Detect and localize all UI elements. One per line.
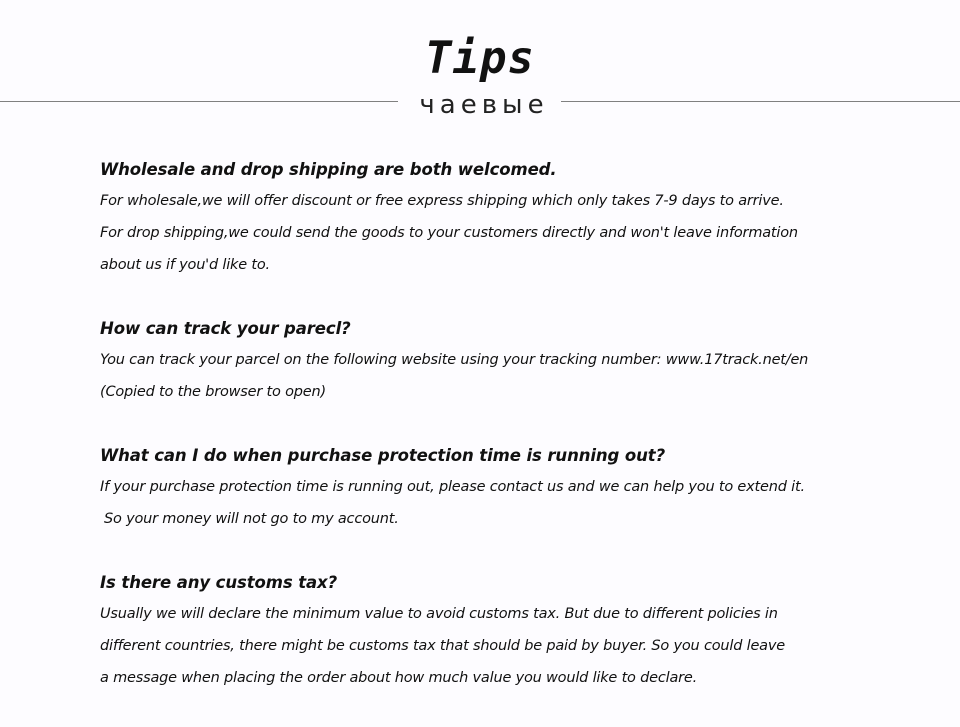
page-subtitle: чаевые <box>419 90 549 120</box>
faq-answer-line: For wholesale,we will offer discount or free express shipping which only takes 7-9 days to arrive. <box>100 193 784 209</box>
page-header <box>0 0 960 130</box>
faq-content <box>100 155 900 727</box>
faq-answer-line: Usually we will declare the minimum value to avoid customs tax. But due to different policies in <box>100 606 778 622</box>
faq-section-wholesale <box>100 155 900 281</box>
faq-answer-line: different countries, there might be customs tax that should be paid by buyer. So you could leave <box>100 638 785 654</box>
faq-answer-line: (Copied to the browser to open) <box>100 384 326 400</box>
page-title: Tips <box>425 33 535 84</box>
faq-answer-line: For drop shipping,we could send the goods to your customers directly and won't leave information <box>100 225 798 241</box>
faq-section-customs <box>100 568 900 694</box>
faq-answer-line: So your money will not go to my account. <box>104 511 399 527</box>
faq-section-tracking <box>100 314 900 408</box>
faq-question: What can I do when purchase protection time is running out? <box>100 446 666 465</box>
faq-section-protection <box>100 441 900 535</box>
faq-answer-line: a message when placing the order about how much value you would like to declare. <box>100 670 698 686</box>
faq-answer-line: about us if you'd like to. <box>100 257 270 273</box>
faq-question: Is there any customs tax? <box>100 573 338 592</box>
faq-answer-line: You can track your parcel on the following website using your tracking number: www.17track.net/en <box>100 352 809 368</box>
faq-answer-line: If your purchase protection time is running out, please contact us and we can help you to extend it. <box>100 479 805 495</box>
faq-question: How can track your parecl? <box>100 319 351 338</box>
faq-question: Wholesale and drop shipping are both welcomed. <box>100 160 557 179</box>
